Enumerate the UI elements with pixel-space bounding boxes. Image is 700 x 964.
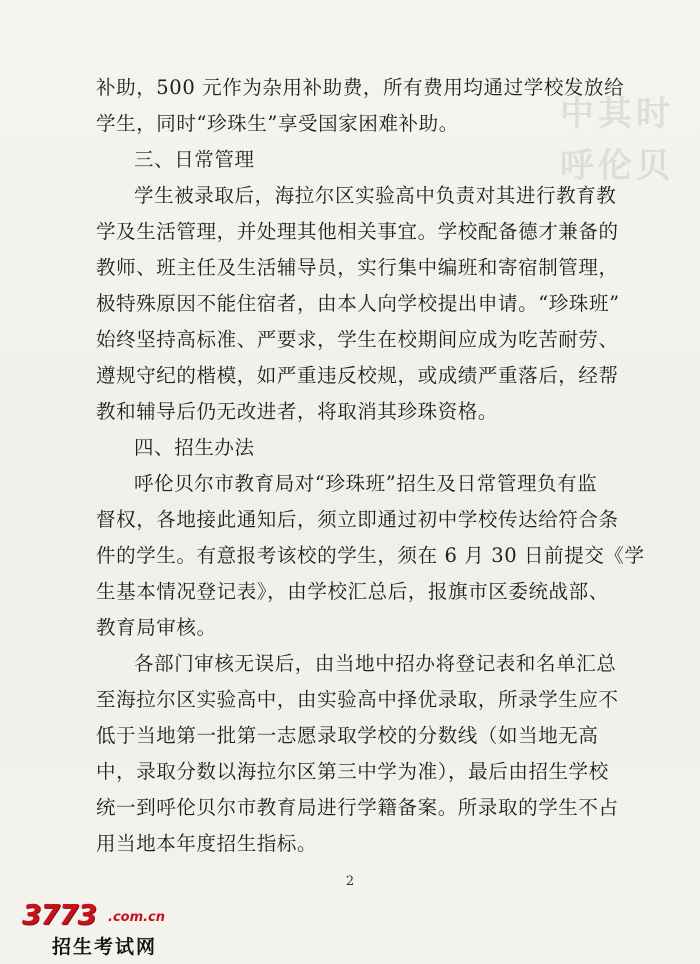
site-watermark-logo bbox=[22, 900, 192, 960]
watermark-main: 3773 bbox=[22, 898, 96, 931]
body-line: 用当地本年度招生指标。 bbox=[96, 832, 318, 855]
body-line: 极特殊原因不能住宿者，由本人向学校提出申请。“珍珠班” bbox=[96, 292, 620, 315]
section-heading-admission-method: 四、招生办法 bbox=[134, 436, 255, 459]
bleed-through-text: 中其时 bbox=[560, 94, 674, 134]
body-line: 教和辅导后仍无改进者，将取消其珍珠资格。 bbox=[96, 400, 499, 423]
bleed-through-text: 呼伦贝 bbox=[560, 146, 674, 186]
body-line: 件的学生。有意报考该校的学生，须在 6 月 30 日前提交《学 bbox=[96, 544, 645, 567]
body-line: 始终坚持高标准、严要求，学生在校期间应成为吃苦耐劳、 bbox=[96, 328, 619, 351]
section-heading-daily-management: 三、日常管理 bbox=[134, 148, 255, 171]
body-line: 补助，500 元作为杂用补助费，所有费用均通过学校发放给 bbox=[96, 76, 625, 99]
body-line: 呼伦贝尔市教育局对“珍珠班”招生及日常管理负有监 bbox=[134, 472, 598, 495]
body-line: 学生，同时“珍珠生”享受国家困难补助。 bbox=[96, 112, 459, 135]
watermark-subtitle: 招生考试网 bbox=[52, 936, 158, 958]
body-line: 至海拉尔区实验高中，由实验高中择优录取，所录学生应不 bbox=[96, 688, 619, 711]
body-line: 中，录取分数以海拉尔区第三中学为准），最后由招生学校 bbox=[96, 760, 609, 783]
body-line: 学及生活管理，并处理其他相关事宜。学校配备德才兼备的 bbox=[96, 220, 619, 243]
page-number: 2 bbox=[345, 874, 355, 889]
body-line: 生基本情况登记表》，由学校汇总后，报旗市区委统战部、 bbox=[96, 580, 609, 603]
body-line: 教育局审核。 bbox=[96, 616, 217, 639]
body-line: 低于当地第一批第一志愿录取学校的分数线（如当地无高 bbox=[96, 724, 599, 747]
watermark-domain: .com.cn bbox=[108, 910, 166, 925]
body-line: 统一到呼伦贝尔市教育局进行学籍备案。所录取的学生不占 bbox=[96, 796, 619, 819]
body-line: 教师、班主任及生活辅导员，实行集中编班和寄宿制管理， bbox=[96, 256, 619, 279]
body-line: 各部门审核无误后，由当地中招办将登记表和名单汇总 bbox=[134, 652, 617, 675]
body-line: 督权，各地接此通知后，须立即通过初中学校传达给符合条 bbox=[96, 508, 619, 531]
body-line: 学生被录取后，海拉尔区实验高中负责对其进行教育教 bbox=[134, 184, 617, 207]
body-line: 遵规守纪的楷模，如严重违反校规，或成绩严重落后，经帮 bbox=[96, 364, 619, 387]
